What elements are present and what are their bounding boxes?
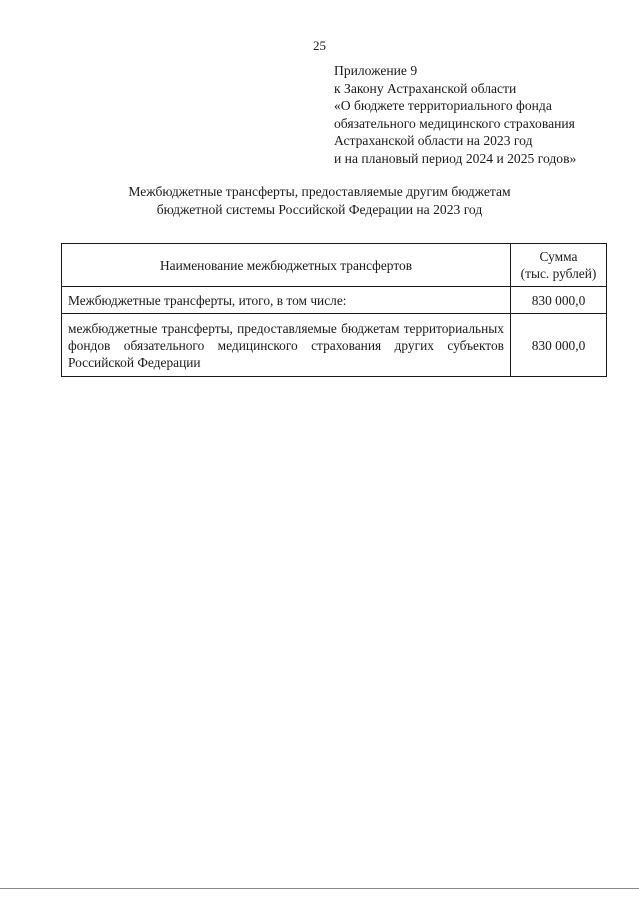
- table-header-row: [62, 244, 607, 287]
- table-row: [62, 287, 607, 314]
- transfers-table: [61, 243, 607, 377]
- appendix-line: Астраханской области на 2023 год: [334, 133, 533, 149]
- row-name: Межбюджетные трансферты, итого, в том числе:: [62, 287, 511, 314]
- header-sum-line: Сумма: [539, 249, 578, 264]
- document-title: [0, 183, 639, 219]
- title-line: бюджетной системы Российской Федерации на 2023 год: [156, 202, 483, 217]
- header-name: Наименование межбюджетных трансфертов: [62, 244, 511, 287]
- appendix-block: [334, 62, 576, 168]
- appendix-line: и на плановый период 2024 и 2025 годов»: [334, 150, 577, 166]
- header-sum-unit: (тыс. рублей): [520, 266, 597, 281]
- page-number: 25: [313, 38, 326, 53]
- appendix-line: «О бюджете территориального фонда: [334, 98, 552, 114]
- header-sum: [511, 244, 607, 287]
- page-bottom-rule: [0, 888, 639, 889]
- title-line: Межбюджетные трансферты, предоставляемые другим бюджетам: [128, 184, 511, 199]
- appendix-line: обязательного медицинского страхования: [334, 115, 575, 131]
- table-row: [62, 314, 607, 377]
- appendix-line: к Закону Астраханской области: [334, 80, 517, 96]
- row-sum: 830 000,0: [511, 314, 607, 377]
- appendix-line: Приложение 9: [334, 63, 418, 78]
- row-name: межбюджетные трансферты, предоставляемые бюджетам территориальных фондов обязательного медицинского страхования других субъектов Российской Федерации: [62, 314, 511, 377]
- row-sum: 830 000,0: [511, 287, 607, 314]
